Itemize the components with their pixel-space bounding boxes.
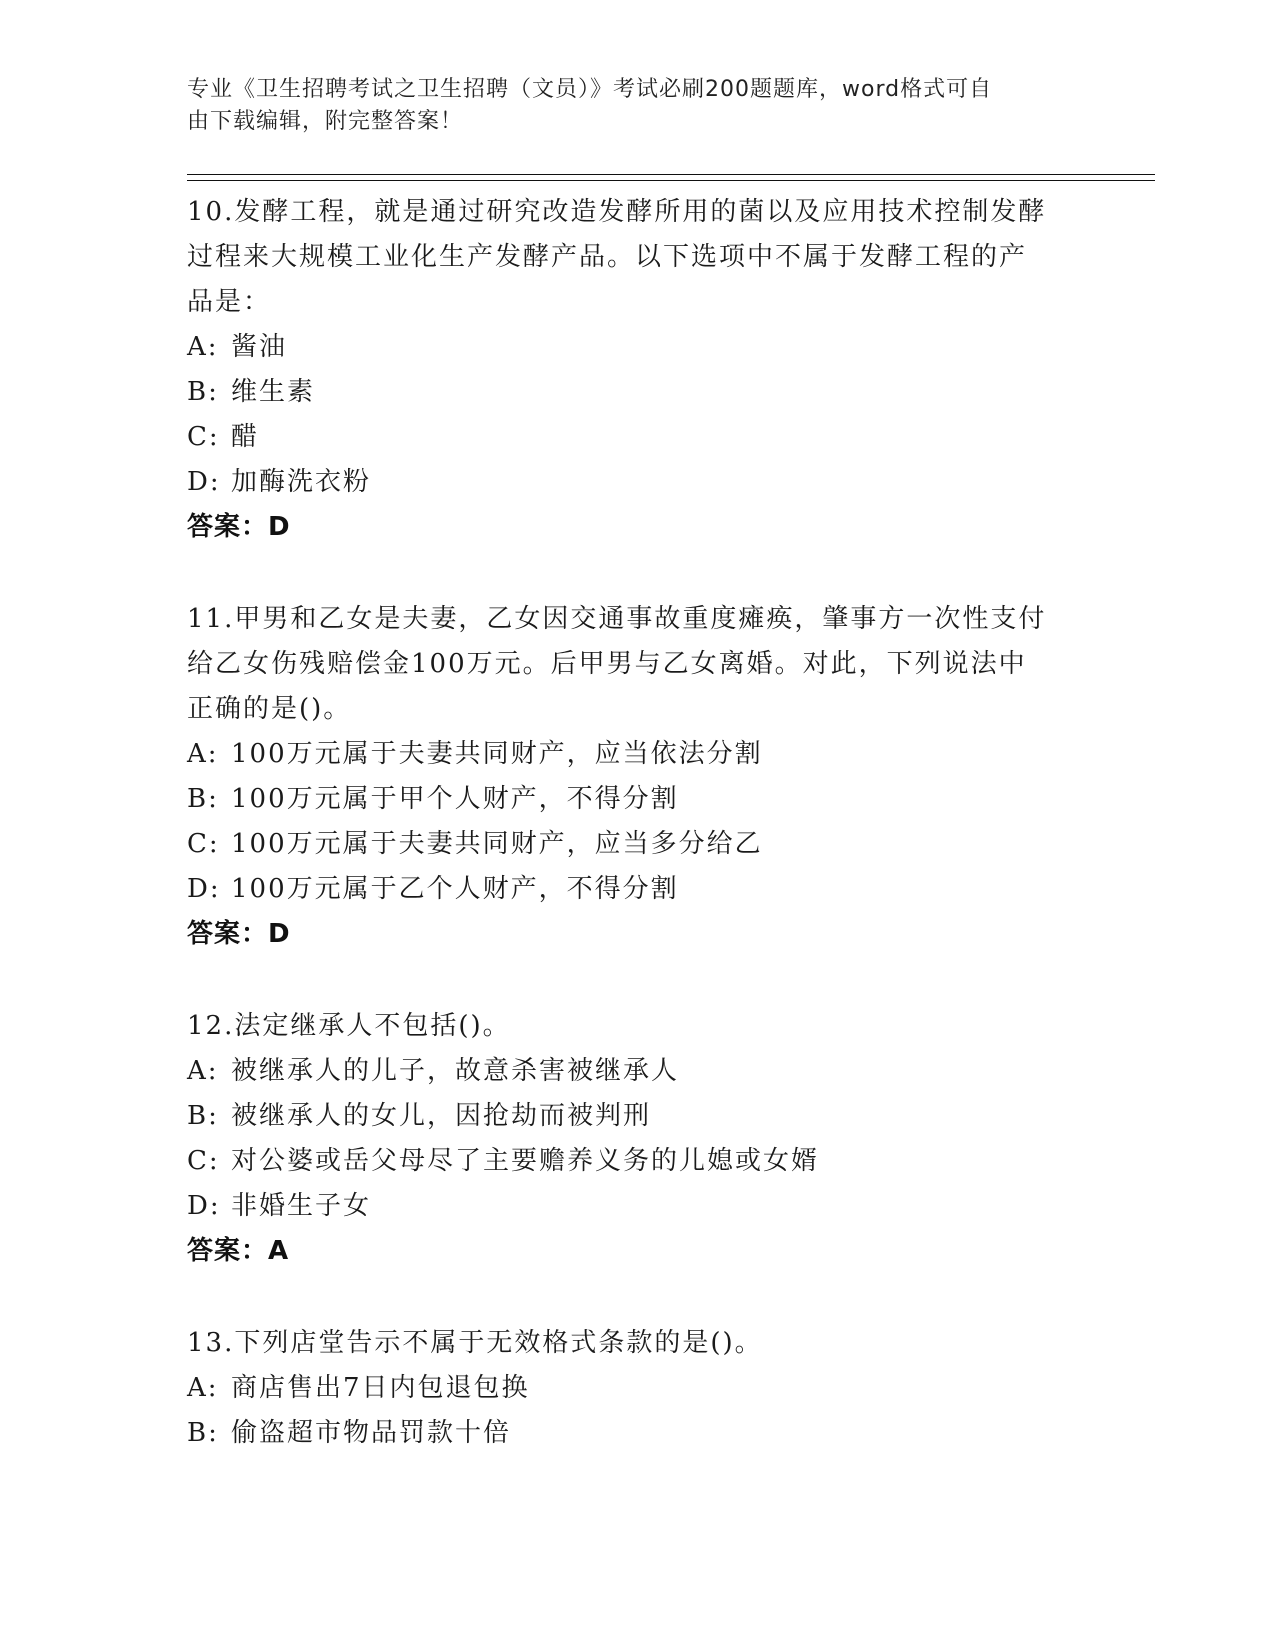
option-text: 非婚生子女 (231, 1191, 372, 1221)
option-key: A: (187, 332, 219, 362)
option-text: 维生素 (231, 377, 316, 407)
option-text: 酱油 (231, 332, 288, 362)
option-key: D: (187, 1191, 221, 1221)
question-11 (187, 597, 1087, 957)
option-d (187, 867, 1087, 912)
option-key: C: (187, 422, 220, 452)
option-key: C: (187, 1146, 220, 1176)
option-key: B: (187, 1418, 219, 1448)
option-text: 加酶洗衣粉 (231, 467, 372, 497)
option-key: B: (187, 377, 219, 407)
option-a (187, 732, 1087, 777)
question-stem-line: 13.下列店堂告示不属于无效格式条款的是()。 (187, 1328, 763, 1358)
option-text: 偷盗超市物品罚款十倍 (231, 1418, 512, 1448)
question-stem-line: 给乙女伤残赔偿金100万元。后甲男与乙女离婚。对此，下列说法中 (187, 649, 1027, 679)
answer-line: 答案：D (187, 919, 291, 949)
option-b (187, 1094, 1087, 1139)
question-13 (187, 1321, 1087, 1456)
option-key: A: (187, 1056, 219, 1086)
question-stem-line: 品是： (187, 287, 272, 317)
option-b (187, 777, 1087, 822)
option-c (187, 822, 1087, 867)
option-key: B: (187, 1101, 219, 1131)
question-stem-line: 10.发酵工程，就是通过研究改造发酵所用的菌以及应用技术控制发酵 (187, 197, 1047, 227)
option-d (187, 1184, 1087, 1229)
answer-line: 答案：D (187, 512, 291, 542)
option-c (187, 415, 1087, 460)
option-d (187, 460, 1087, 505)
option-b (187, 370, 1087, 415)
option-text: 100万元属于乙个人财产，不得分割 (231, 874, 679, 904)
option-key: D: (187, 467, 221, 497)
question-stem-line: 正确的是()。 (187, 694, 352, 724)
question-12 (187, 1004, 1087, 1274)
question-stem-line: 12.法定继承人不包括()。 (187, 1011, 511, 1041)
header-divider-bottom (187, 180, 1155, 181)
question-stem-line: 过程来大规模工业化生产发酵产品。以下选项中不属于发酵工程的产 (187, 242, 1028, 272)
option-key: A: (187, 1373, 219, 1403)
question-stem-line: 11.甲男和乙女是夫妻，乙女因交通事故重度瘫痪，肇事方一次性支付 (187, 604, 1047, 634)
option-text: 醋 (231, 422, 260, 452)
header-line-1: 专业《卫生招聘考试之卫生招聘（文员）》考试必刷200题题库，word格式可自 (187, 77, 993, 102)
option-a (187, 325, 1087, 370)
question-list (187, 190, 1087, 1456)
option-text: 100万元属于夫妻共同财产，应当多分给乙 (231, 829, 763, 859)
question-10 (187, 190, 1087, 550)
answer-line: 答案：A (187, 1236, 290, 1266)
header-divider-top (187, 174, 1155, 175)
option-b (187, 1411, 1087, 1456)
option-key: A: (187, 739, 219, 769)
option-text: 被继承人的女儿，因抢劫而被判刑 (231, 1101, 652, 1131)
document-header (187, 74, 1087, 138)
option-text: 对公婆或岳父母尽了主要赡养义务的儿媳或女婿 (231, 1146, 820, 1176)
header-line-2: 由下载编辑，附完整答案！ (187, 109, 464, 134)
option-key: C: (187, 829, 220, 859)
option-text: 100万元属于夫妻共同财产，应当依法分割 (231, 739, 763, 769)
option-text: 商店售出7日内包退包换 (231, 1373, 530, 1403)
option-c (187, 1139, 1087, 1184)
option-text: 被继承人的儿子，故意杀害被继承人 (231, 1056, 680, 1086)
option-text: 100万元属于甲个人财产，不得分割 (231, 784, 679, 814)
option-a (187, 1366, 1087, 1411)
option-key: B: (187, 784, 219, 814)
option-key: D: (187, 874, 221, 904)
option-a (187, 1049, 1087, 1094)
